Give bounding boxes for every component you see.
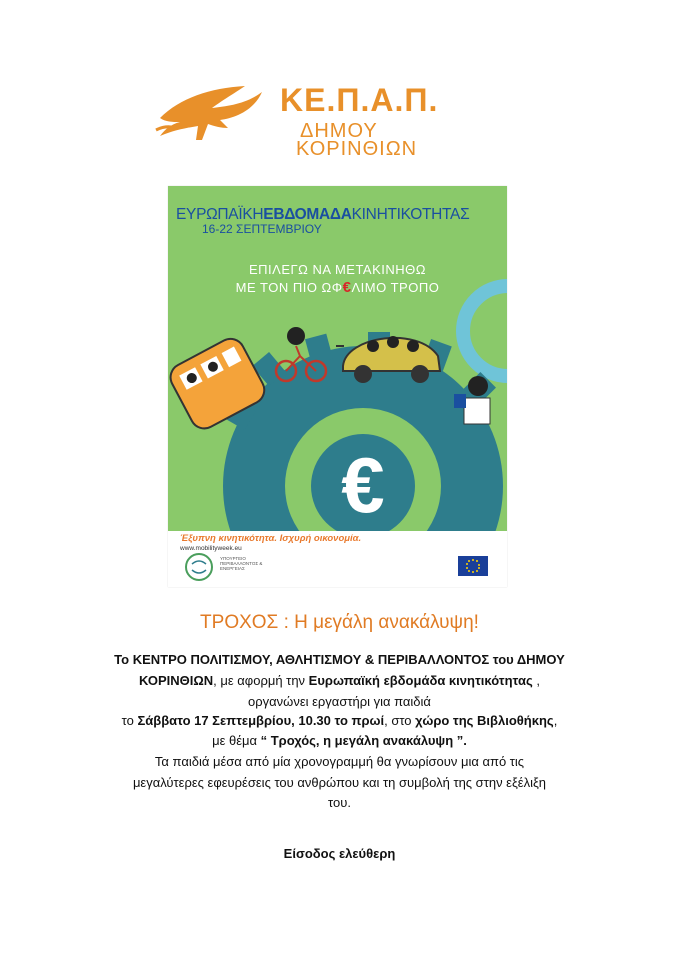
poster-slogan-line-1: ΕΠΙΛΕΓΩ ΝΑ ΜΕΤΑΚΙΝΗΘΩ <box>248 262 426 277</box>
event-location: χώρο της Βιβλιοθήκης <box>415 713 554 728</box>
poster-tagline: Έξυπνη κινητικότητα. Ισχυρή οικονομία. <box>180 533 362 544</box>
text-line-5 <box>0 733 679 748</box>
poster-illustration <box>168 186 507 531</box>
poster-url: www.mobilityweek.eu <box>180 545 242 552</box>
text-line-6: Τα παιδιά μέσα από μία χρονογραμμή θα γνωρίσουν μια από τις <box>154 754 525 769</box>
logo-name: ΚΕ.Π.Α.Π. <box>280 82 439 118</box>
poster-title-part-1: ΕΥΡΩΠΑΪΚΗ <box>176 206 264 223</box>
poster-title-part-2: ΕΒΔΟΜΑΔΑ <box>263 206 352 223</box>
event-occasion: Ευρωπαϊκή εβδομάδα κινητικότητας <box>308 673 533 688</box>
organizer-name: Το ΚΕΝΤΡΟ ΠΟΛΙΤΙΣΜΟΥ, ΑΘΛΗΤΙΣΜΟΥ & ΠΕΡΙΒΑΛΛΟΝΤΟΣ του ΔΗΜΟΥ <box>114 652 565 667</box>
text-fragment: το <box>121 713 138 728</box>
event-theme: “ Τροχός, η μεγάλη ανακάλυψη ”. <box>260 733 467 748</box>
euro-icon: € <box>341 441 385 529</box>
free-entry-note: Είσοδος ελεύθερη <box>283 846 396 861</box>
logo-line-1: ΔΗΜΟΥ <box>300 120 378 142</box>
text-line-1 <box>0 652 679 667</box>
event-datetime: Σάββατο 17 Σεπτεμβρίου, 10.30 το πρωί <box>137 713 385 728</box>
deco-circle-right <box>463 286 507 376</box>
ministry-label: ΥΠΟΥΡΓΕΙΟ ΠΕΡΙΒΑΛΛΟΝΤΟΣ & ΕΝΕΡΓΕΙΑΣ <box>220 556 263 571</box>
pegasus-icon <box>150 78 280 158</box>
poster-panel <box>168 186 507 531</box>
text-fragment: , <box>532 673 540 688</box>
mobility-week-poster <box>168 186 507 587</box>
text-fragment: , <box>553 713 558 728</box>
text-line-8: του. <box>328 795 351 810</box>
logo-line-2: ΚΟΡΙΝΘΙΩΝ <box>296 138 418 160</box>
text-line-7: μεγαλύτερες εφευρέσεις του ανθρώπου και τη συμβολή της στην εξέλιξη <box>132 775 547 790</box>
text-line-2 <box>0 673 679 688</box>
poster-title-part-3: ΚΙΝΗΤΙΚΟΤΗΤΑΣ <box>351 206 470 223</box>
slogan-euro: € <box>342 279 352 296</box>
kepap-logo <box>150 78 530 158</box>
poster-slogan-line-2 <box>168 279 507 296</box>
event-title: ΤΡΟΧΟΣ : Η μεγάλη ανακάλυψη! <box>200 612 479 633</box>
eu-flag-icon <box>458 556 488 576</box>
text-fragment: , στο <box>384 713 416 728</box>
text-line-3: οργανώνει εργαστήρι για παιδιά <box>248 694 431 709</box>
text-line-4 <box>0 713 679 728</box>
municipality-name: ΚΟΡΙΝΘΙΩΝ <box>139 673 214 688</box>
poster-dates: 16-22 ΣΕΠΤΕΜΒΡΙΟΥ <box>202 222 322 236</box>
ministry-logo-icon <box>182 552 216 582</box>
slogan-part-a: ΜΕ ΤΟΝ ΠΙΟ ΩΦ <box>235 280 343 295</box>
slogan-part-b: ΛΙΜΟ ΤΡΟΠΟ <box>351 280 440 295</box>
text-fragment: , με αφορμή την <box>213 673 309 688</box>
text-fragment: με θέμα <box>212 733 261 748</box>
